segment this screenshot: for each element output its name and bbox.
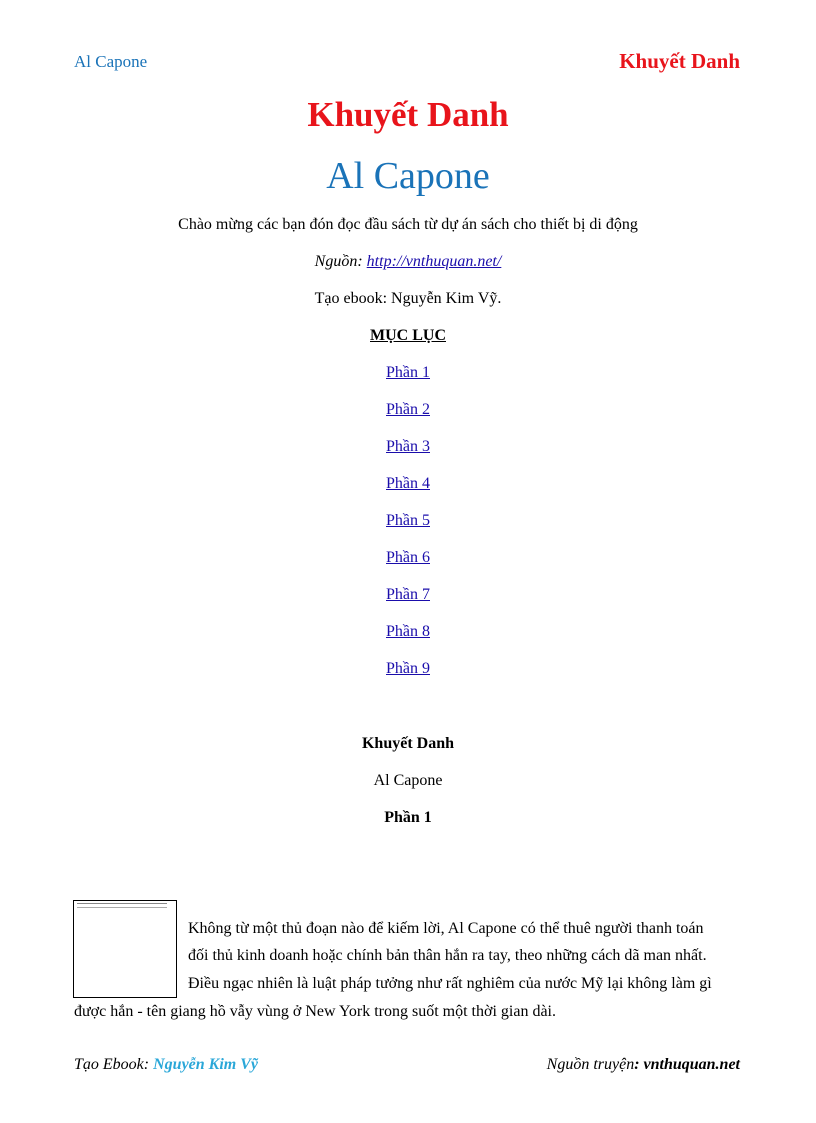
toc-item-7	[0, 586, 816, 604]
paragraph-line-2: đối thủ kinh doanh hoặc chính bản thân hắn ra tay, theo những cách dã man nhất.	[188, 947, 707, 964]
toc-item-6	[0, 549, 816, 567]
running-header-right: Khuyết Danh	[619, 49, 740, 73]
paragraph-line-1: Không từ một thủ đoạn nào để kiếm lời, Al Capone có thể thuê người thanh toán	[188, 920, 704, 937]
toc-link-part-1[interactable]: Phần 1	[386, 364, 430, 381]
toc-heading-wrap	[0, 327, 816, 345]
source-link[interactable]: http://vnthuquan.net/	[366, 253, 502, 270]
book-author-title: Khuyết Danh	[307, 95, 509, 134]
illustration-image	[73, 900, 177, 998]
toc-link-part-6[interactable]: Phần 6	[386, 549, 430, 566]
chapter-part-heading: Phần 1	[384, 809, 432, 826]
footer-creator-label: Tạo Ebook	[74, 1056, 144, 1073]
toc-link-part-8[interactable]: Phần 8	[386, 623, 430, 640]
paragraph-line-4: được hắn - tên giang hồ vẫy vùng ở New York trong suốt một thời gian dài.	[74, 1003, 556, 1020]
toc-link-part-2[interactable]: Phần 2	[386, 401, 430, 418]
toc-item-2	[0, 401, 816, 419]
toc-link-part-9[interactable]: Phần 9	[386, 660, 430, 677]
toc-link-part-4[interactable]: Phần 4	[386, 475, 430, 492]
toc-heading: MỤC LỤC	[370, 327, 446, 344]
footer-creator: Tạo Ebook: Nguyễn Kim Vỹ	[74, 1056, 258, 1073]
toc-link-part-7[interactable]: Phần 7	[386, 586, 430, 603]
welcome-text: Chào mừng các bạn đón đọc đầu sách từ dự án sách cho thiết bị di động	[178, 216, 638, 233]
footer-source-label: Nguồn truyện	[546, 1056, 635, 1073]
book-title: Al Capone	[326, 155, 490, 197]
chapter-author: Khuyết Danh	[361, 735, 455, 752]
footer-source: Nguồn truyện: vnthuquan.net	[546, 1056, 740, 1073]
toc-item-9	[0, 660, 816, 678]
chapter-book-title: Al Capone	[373, 772, 443, 789]
toc-item-3	[0, 438, 816, 456]
paragraph-line-3: Điều ngạc nhiên là luật pháp tưởng như rất nghiêm của nước Mỹ lại không làm gì	[188, 975, 712, 992]
source-label: Nguồn:	[314, 253, 363, 270]
image-caption-lines	[77, 903, 167, 908]
toc-link-part-5[interactable]: Phần 5	[386, 512, 430, 529]
running-header-left: Al Capone	[74, 52, 148, 71]
toc-item-5	[0, 512, 816, 530]
toc-item-8	[0, 623, 816, 641]
source-line	[0, 253, 816, 271]
toc-item-4	[0, 475, 816, 493]
toc-link-part-3[interactable]: Phần 3	[386, 438, 430, 455]
footer-creator-name: Nguyễn Kim Vỹ	[153, 1056, 258, 1073]
toc-item-1	[0, 364, 816, 382]
footer-source-site: vnthuquan.net	[643, 1056, 740, 1073]
creator-line: Tạo ebook: Nguyễn Kim Vỹ.	[314, 290, 502, 307]
